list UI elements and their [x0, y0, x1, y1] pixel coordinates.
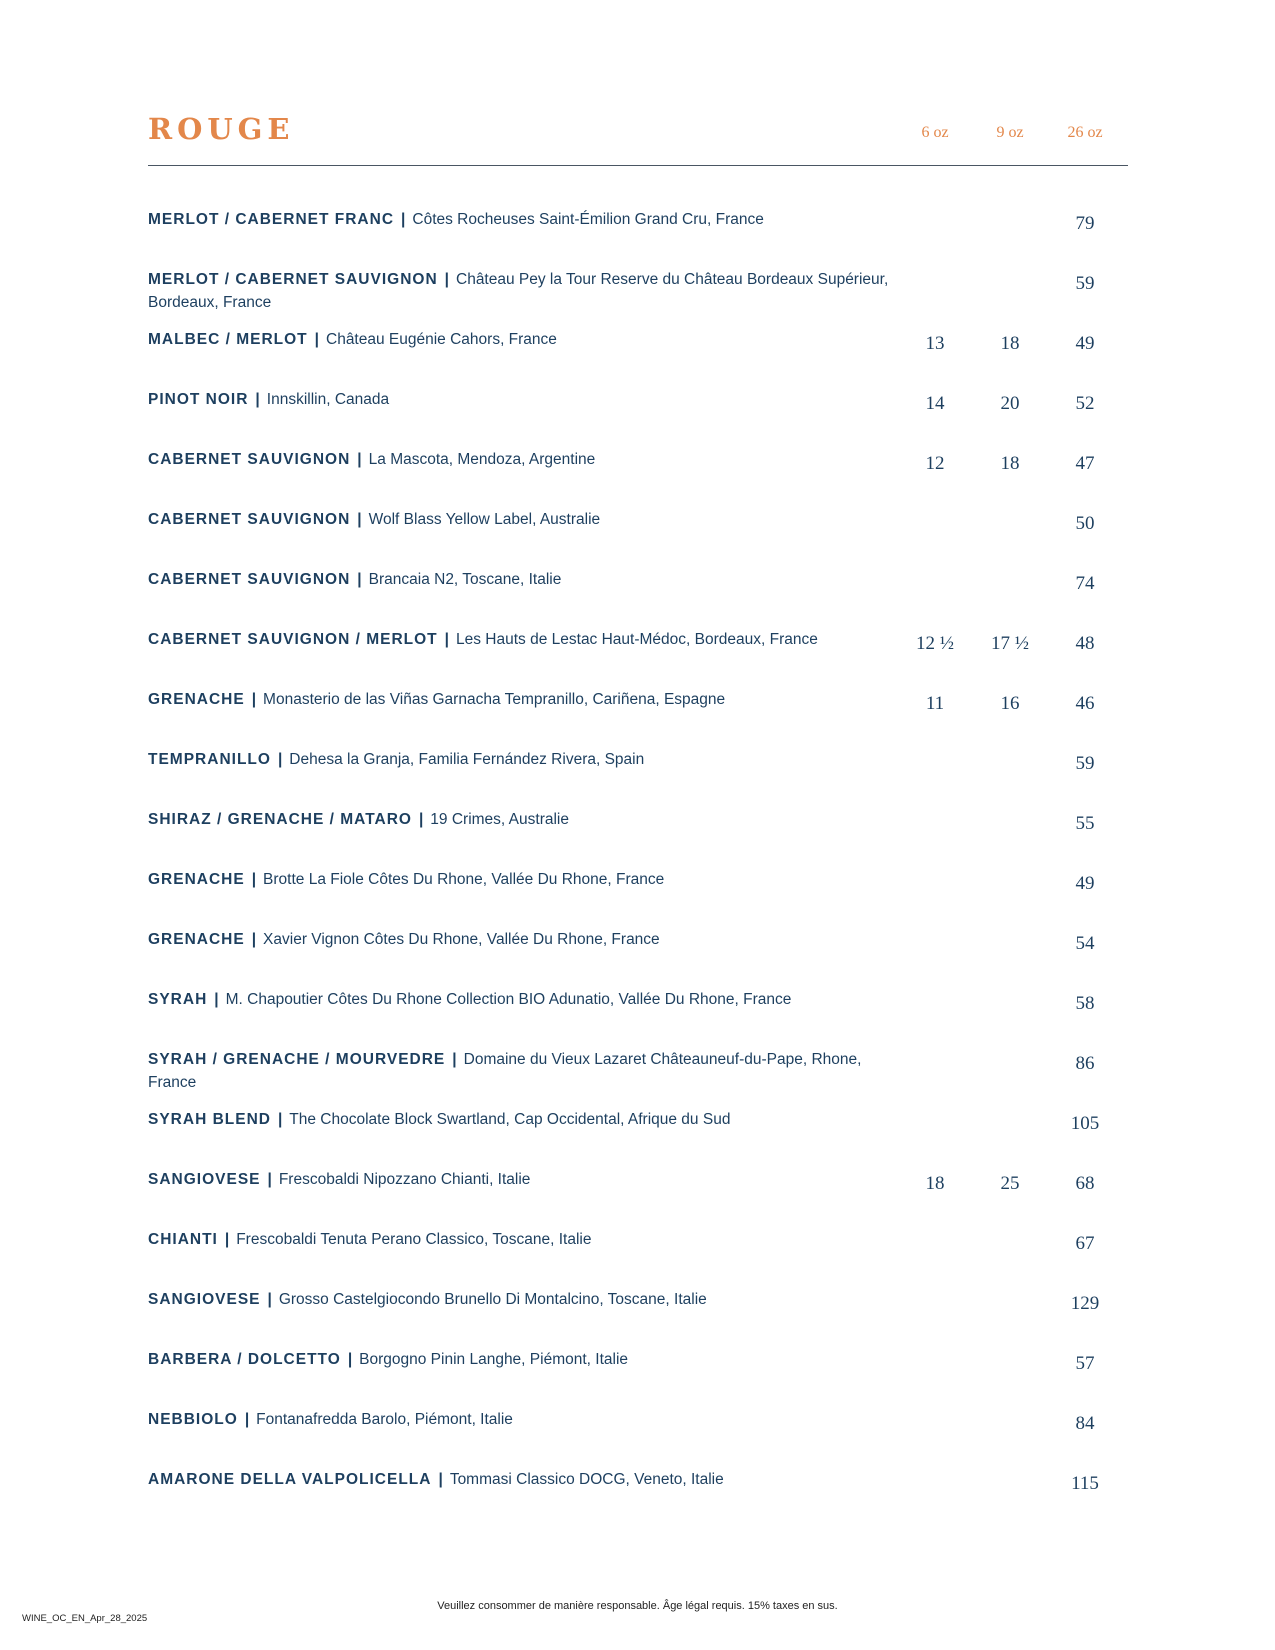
price-9oz: 16 — [1000, 693, 1020, 714]
price-26oz: 59 — [1075, 753, 1095, 774]
wine-varietal: GRENACHE — [148, 931, 245, 948]
wine-description — [148, 1468, 898, 1491]
wine-varietal: AMARONE DELLA VALPOLICELLA — [148, 1471, 432, 1488]
price-26oz: 46 — [1075, 693, 1095, 714]
wine-list — [148, 208, 1128, 1528]
separator-bar: | — [224, 1231, 230, 1248]
wine-varietal: GRENACHE — [148, 871, 245, 888]
price-9oz: 18 — [1000, 333, 1020, 354]
separator-bar: | — [251, 691, 257, 708]
separator-bar: | — [214, 991, 219, 1008]
wine-producer-region: Monasterio de las Viñas Garnacha Tempranillo, Cariñena, Espagne — [263, 691, 726, 708]
price-26oz: 54 — [1075, 933, 1095, 954]
price-26oz: 74 — [1075, 573, 1095, 594]
price-26oz: 55 — [1075, 813, 1095, 834]
wine-row — [148, 1168, 1128, 1228]
wine-producer-region: Brotte La Fiole Côtes Du Rhone, Vallée Du Rhone, France — [263, 871, 665, 888]
wine-varietal: NEBBIOLO — [148, 1411, 238, 1428]
wine-producer-region: Dehesa la Granja, Familia Fernández Rivera, Spain — [289, 751, 645, 768]
wine-description — [148, 988, 898, 1011]
wine-varietal: SHIRAZ / GRENACHE / MATARO — [148, 811, 412, 828]
wine-row — [148, 268, 1128, 328]
price-26oz: 59 — [1075, 273, 1095, 294]
price-26oz: 49 — [1075, 333, 1095, 354]
wine-description — [148, 1108, 898, 1131]
wine-varietal: MALBEC / MERLOT — [148, 331, 308, 348]
price-26oz: 58 — [1075, 993, 1095, 1014]
price-26oz: 68 — [1075, 1173, 1095, 1194]
wine-varietal: SYRAH BLEND — [148, 1111, 271, 1128]
separator-bar: | — [347, 1351, 353, 1368]
wine-row — [148, 1288, 1128, 1348]
separator-bar: | — [357, 511, 362, 528]
wine-description — [148, 1048, 898, 1094]
wine-producer-region: M. Chapoutier Côtes Du Rhone Collection BIO Adunatio, Vallée Du Rhone, France — [225, 991, 792, 1008]
price-9oz: 17 ½ — [991, 633, 1029, 654]
document-code: WINE_OC_EN_Apr_28_2025 — [22, 1613, 148, 1624]
wine-description — [148, 388, 898, 411]
separator-bar: | — [244, 1411, 250, 1428]
wine-varietal: CABERNET SAUVIGNON — [148, 511, 351, 528]
wine-varietal: CHIANTI — [148, 1231, 218, 1248]
wine-description — [148, 568, 898, 591]
price-26oz: 105 — [1070, 1113, 1100, 1134]
price-6oz: 14 — [925, 393, 945, 414]
wine-row — [148, 1348, 1128, 1408]
wine-varietal: CABERNET SAUVIGNON — [148, 571, 351, 588]
separator-bar: | — [418, 811, 424, 828]
wine-description — [148, 628, 898, 651]
wine-producer-region: Château Pey la Tour Reserve du Château Bordeaux Supérieur, Bordeaux, France — [148, 271, 889, 311]
separator-bar: | — [452, 1051, 457, 1068]
separator-bar: | — [444, 631, 449, 648]
price-26oz: 49 — [1075, 873, 1095, 894]
wine-row — [148, 868, 1128, 928]
wine-row — [148, 928, 1128, 988]
separator-bar: | — [357, 451, 362, 468]
wine-producer-region: Côtes Rocheuses Saint-Émilion Grand Cru, France — [412, 211, 764, 228]
separator-bar: | — [251, 871, 257, 888]
wine-producer-region: 19 Crimes, Australie — [430, 811, 569, 828]
wine-varietal: GRENACHE — [148, 691, 245, 708]
separator-bar: | — [401, 211, 406, 228]
wine-row — [148, 388, 1128, 448]
wine-producer-region: Grosso Castelgiocondo Brunello Di Montalcino, Toscane, Italie — [278, 1291, 707, 1308]
price-26oz: 129 — [1070, 1293, 1100, 1314]
price-9oz: 18 — [1000, 453, 1020, 474]
wine-row — [148, 208, 1128, 268]
wine-varietal: SANGIOVESE — [148, 1291, 261, 1308]
wine-row — [148, 628, 1128, 688]
wine-description — [148, 268, 898, 314]
wine-row — [148, 748, 1128, 808]
price-26oz: 52 — [1075, 393, 1095, 414]
wine-description — [148, 1408, 898, 1431]
footer-note: Veuillez consommer de manière responsable. Âge légal requis. 15% taxes en sus. — [437, 1600, 838, 1612]
wine-description — [148, 1288, 898, 1311]
header-divider — [148, 165, 1128, 166]
separator-bar: | — [357, 571, 362, 588]
wine-varietal: MERLOT / CABERNET SAUVIGNON — [148, 271, 438, 288]
wine-description — [148, 508, 898, 531]
price-9oz: 25 — [1000, 1173, 1020, 1194]
price-26oz: 79 — [1075, 213, 1095, 234]
price-6oz: 13 — [925, 333, 945, 354]
price-26oz: 50 — [1075, 513, 1095, 534]
wine-varietal: SYRAH — [148, 991, 208, 1008]
wine-producer-region: Les Hauts de Lestac Haut-Médoc, Bordeaux, France — [456, 631, 818, 648]
separator-bar: | — [314, 331, 319, 348]
size-header-6oz: 6 oz — [921, 124, 949, 141]
separator-bar: | — [267, 1171, 272, 1188]
wine-varietal: BARBERA / DOLCETTO — [148, 1351, 341, 1368]
price-26oz: 67 — [1075, 1233, 1095, 1254]
wine-row — [148, 1468, 1128, 1528]
wine-row — [148, 1048, 1128, 1108]
wine-row — [148, 688, 1128, 748]
wine-description — [148, 928, 898, 951]
size-header-9oz: 9 oz — [996, 124, 1024, 141]
wine-producer-region: Brancaia N2, Toscane, Italie — [368, 571, 562, 588]
price-26oz: 47 — [1075, 453, 1095, 474]
wine-varietal: CABERNET SAUVIGNON — [148, 451, 351, 468]
wine-row — [148, 1408, 1128, 1468]
wine-varietal: MERLOT / CABERNET FRANC — [148, 211, 395, 228]
wine-description — [148, 448, 898, 471]
separator-bar: | — [277, 751, 283, 768]
wine-description — [148, 1168, 898, 1191]
wine-producer-region: Château Eugénie Cahors, France — [326, 331, 557, 348]
price-9oz: 20 — [1000, 393, 1020, 414]
size-header-26oz: 26 oz — [1067, 124, 1103, 141]
separator-bar: | — [438, 1471, 443, 1488]
wine-description — [148, 328, 898, 351]
wine-description — [148, 688, 898, 711]
wine-row — [148, 1228, 1128, 1288]
wine-varietal: CABERNET SAUVIGNON / MERLOT — [148, 631, 438, 648]
wine-producer-region: Wolf Blass Yellow Label, Australie — [368, 511, 601, 528]
price-6oz: 11 — [925, 693, 945, 714]
wine-row — [148, 1108, 1128, 1168]
wine-producer-region: Tommasi Classico DOCG, Veneto, Italie — [449, 1471, 724, 1488]
separator-bar: | — [251, 931, 257, 948]
price-6oz: 12 ½ — [916, 633, 954, 654]
wine-row — [148, 328, 1128, 388]
wine-description — [148, 1228, 898, 1251]
wine-producer-region: Fontanafredda Barolo, Piémont, Italie — [256, 1411, 513, 1428]
wine-producer-region: La Mascota, Mendoza, Argentine — [368, 451, 596, 468]
wine-producer-region: Innskillin, Canada — [266, 391, 390, 408]
wine-row — [148, 988, 1128, 1048]
wine-row — [148, 568, 1128, 628]
separator-bar: | — [277, 1111, 283, 1128]
price-26oz: 86 — [1075, 1053, 1095, 1074]
wine-producer-region: The Chocolate Block Swartland, Cap Occidental, Afrique du Sud — [289, 1111, 731, 1128]
wine-description — [148, 868, 898, 891]
price-26oz: 115 — [1071, 1473, 1099, 1494]
price-26oz: 84 — [1075, 1413, 1095, 1434]
price-26oz: 48 — [1075, 633, 1095, 654]
price-26oz: 57 — [1075, 1353, 1095, 1374]
wine-varietal: SYRAH / GRENACHE / MOURVEDRE — [148, 1051, 446, 1068]
separator-bar: | — [267, 1291, 272, 1308]
wine-varietal: PINOT NOIR — [148, 391, 249, 408]
price-6oz: 18 — [925, 1173, 945, 1194]
wine-row — [148, 448, 1128, 508]
price-6oz: 12 — [925, 453, 945, 474]
wine-description — [148, 1348, 898, 1371]
section-title: ROUGE — [148, 112, 295, 146]
section-header — [148, 112, 1128, 152]
wine-producer-region: Xavier Vignon Côtes Du Rhone, Vallée Du Rhone, France — [263, 931, 660, 948]
wine-description — [148, 748, 898, 771]
wine-producer-region: Frescobaldi Tenuta Perano Classico, Toscane, Italie — [236, 1231, 592, 1248]
wine-description — [148, 808, 898, 831]
wine-row — [148, 808, 1128, 868]
separator-bar: | — [444, 271, 449, 288]
wine-producer-region: Frescobaldi Nipozzano Chianti, Italie — [278, 1171, 531, 1188]
wine-varietal: SANGIOVESE — [148, 1171, 261, 1188]
wine-description — [148, 208, 898, 231]
wine-row — [148, 508, 1128, 568]
wine-varietal: TEMPRANILLO — [148, 751, 271, 768]
wine-producer-region: Borgogno Pinin Langhe, Piémont, Italie — [359, 1351, 629, 1368]
wine-producer-region: Domaine du Vieux Lazaret Châteauneuf-du-Pape, Rhone, France — [148, 1051, 862, 1091]
separator-bar: | — [255, 391, 260, 408]
